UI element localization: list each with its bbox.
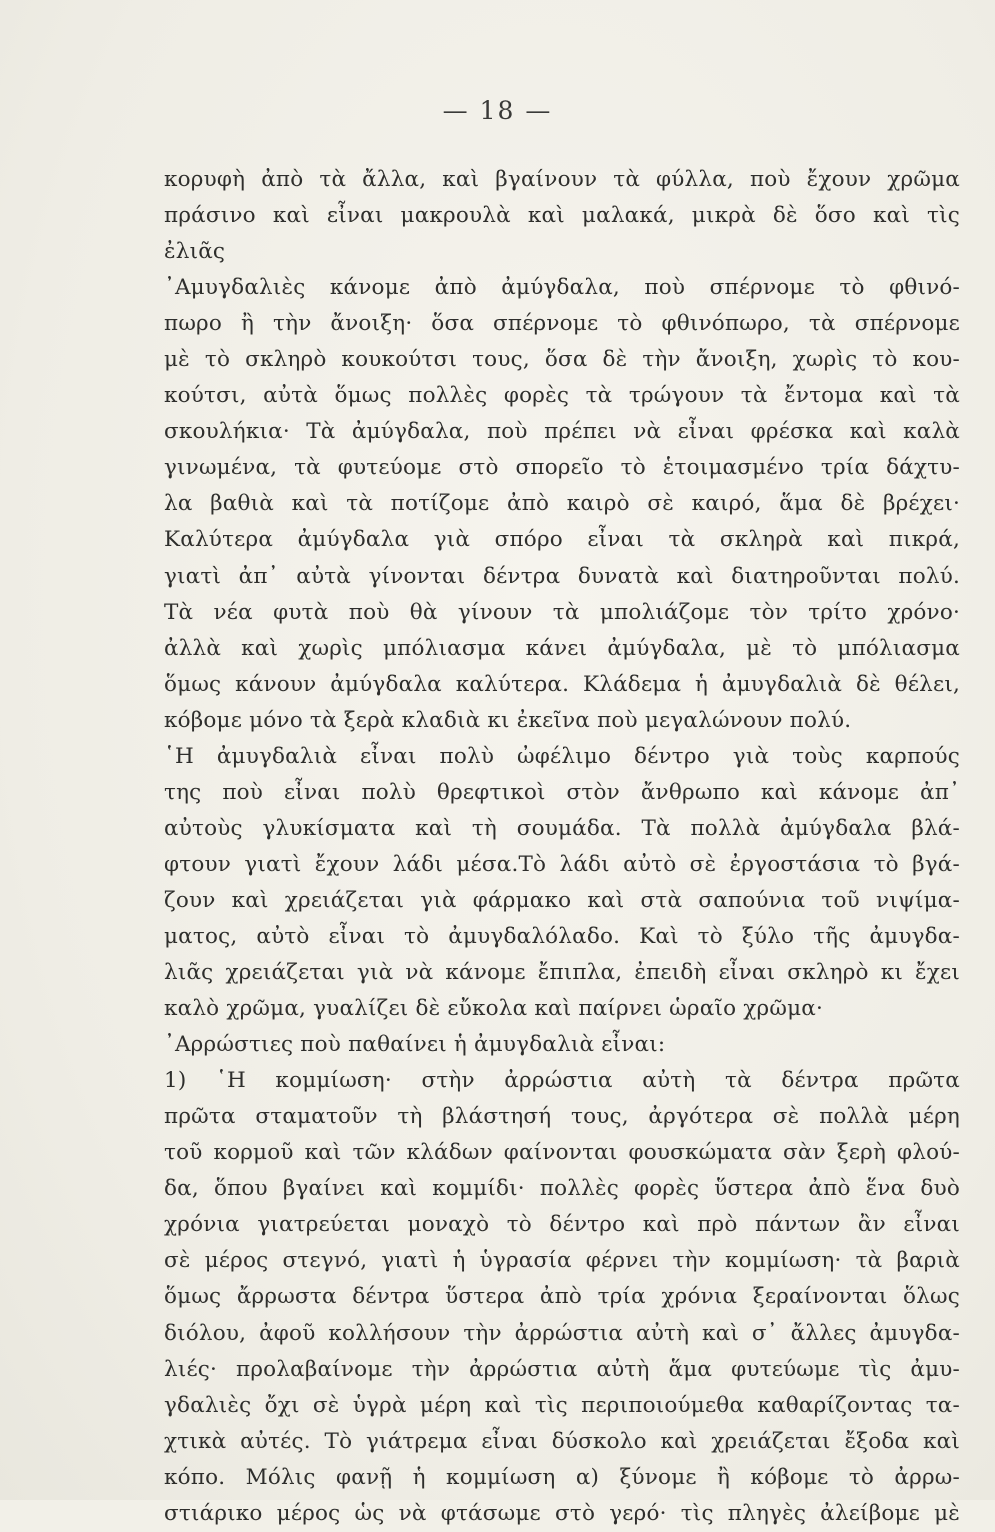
text-line: διόλου, ἀφοῦ κολλήσουν τὴν ἀρρώστια αὐτὴ καὶ σ᾿ ἄλλες ἀμυγδα- <box>164 1320 960 1346</box>
text-line: ᾿Αρρώστιες ποὺ παθαίνει ἡ ἀμυγδαλιὰ εἶναι: <box>164 1032 666 1058</box>
text-line: ματος, αὐτὸ εἶναι τὸ ἀμυγδαλόλαδο. Καὶ τὸ ξύλο τῆς ἀμυγδα- <box>164 923 960 949</box>
text-line: γινωμένα, τὰ φυτεύομε στὸ σπορεῖο τὸ ἑτοιμασμένο τρία δάχτυ- <box>164 455 960 481</box>
text-line: σὲ μέρος στεγνό, γιατὶ ἡ ὑγρασία φέρνει τὴν κομμίωση· τὰ βαριὰ <box>164 1248 960 1274</box>
text-line: χτικὰ αὐτές. Τὸ γιάτρεμα εἶναι δύσκολο καὶ χρειάζεται ἔξοδα καὶ <box>164 1428 960 1454</box>
text-line: κόβομε μόνο τὰ ξερὰ κλαδιὰ κι ἐκεῖνα ποὺ μεγαλώνουν πολύ. <box>164 707 852 733</box>
text-line: λιές· προλαβαίνομε τὴν ἀρρώστια αὐτὴ ἅμα φυτεύωμε τὶς ἀμυ- <box>164 1356 960 1382</box>
text-line: ὅμως κάνουν ἀμύγδαλα καλύτερα. Κλάδεμα ἡ ἀμυγδαλιὰ δὲ θέλει, <box>164 671 960 697</box>
text-line: ζουν καὶ χρειάζεται γιὰ φάρμακο καὶ στὰ σαπούνια τοῦ νιψίμα- <box>164 887 960 913</box>
text-line: κούτσι, αὐτὰ ὅμως πολλὲς φορὲς τὰ τρώγουν τὰ ἔντομα καὶ τὰ <box>164 383 960 409</box>
text-line: ῾Η ἀμυγδαλιὰ εἶναι πολὺ ὠφέλιμο δέντρο γιὰ τοὺς καρπούς <box>164 743 960 769</box>
text-line: δα, ὅπου βγαίνει καὶ κομμίδι· πολλὲς φορὲς ὕστερα ἀπὸ ἕνα δυὸ <box>164 1176 960 1202</box>
text-line: Τὰ νέα φυτὰ ποὺ θὰ γίνουν τὰ μπολιάζομε τὸν τρίτο χρόνο· <box>164 599 960 625</box>
text-line: γδαλιὲς ὄχι σὲ ὑγρὰ μέρη καὶ τὶς περιποιούμεθα καθαρίζοντας τα- <box>164 1392 960 1418</box>
text-line: ἀλλὰ καὶ χωρὶς μπόλιασμα κάνει ἀμύγδαλα, μὲ τὸ μπόλιασμα <box>164 635 960 661</box>
text-line: μὲ τὸ σκληρὸ κουκούτσι τους, ὅσα δὲ τὴν ἄνοιξη, χωρὶς τὸ κου- <box>164 347 960 373</box>
text-line: πράσινο καὶ εἶναι μακρουλὰ καὶ μαλακά, μικρὰ δὲ ὅσο καὶ τὶς <box>164 203 960 229</box>
text-line: κόπο. Μόλις φανῇ ἡ κομμίωση α) ξύνομε ἢ κόβομε τὸ ἀρρω- <box>164 1464 960 1490</box>
text-line: γιατὶ ἀπ᾿ αὐτὰ γίνονται δέντρα δυνατὰ καὶ διατηροῦνται πολύ. <box>164 563 960 589</box>
text-line: σκουλήκια· Τὰ ἀμύγδαλα, ποὺ πρέπει νὰ εἶναι φρέσκα καὶ καλὰ <box>164 419 960 445</box>
text-line: ᾿Αμυγδαλιὲς κάνομε ἀπὸ ἀμύγδαλα, ποὺ σπέρνομε τὸ φθινό- <box>164 275 960 301</box>
text-line: Καλύτερα ἀμύγδαλα γιὰ σπόρο εἶναι τὰ σκληρὰ καὶ πικρά, <box>164 527 960 553</box>
body-text <box>164 162 960 1532</box>
text-line: της ποὺ εἶναι πολὺ θρεφτικοὶ στὸν ἄνθρωπο καὶ κάνομε ἀπ᾿ <box>164 779 960 805</box>
text-line: τοῦ κορμοῦ καὶ τῶν κλάδων φαίνονται φουσκώματα σὰν ξερὴ φλού- <box>164 1140 960 1166</box>
text-line: φτουν γιατὶ ἔχουν λάδι μέσα.Τὸ λάδι αὐτὸ σὲ ἐργοστάσια τὸ βγά- <box>164 851 960 877</box>
text-line: κορυφὴ ἀπὸ τὰ ἄλλα, καὶ βγαίνουν τὰ φύλλα, ποὺ ἔχουν χρῶμα <box>164 167 960 192</box>
text-line: πωρο ἢ τὴν ἄνοιξη· ὅσα σπέρνομε τὸ φθινόπωρο, τὰ σπέρνομε <box>164 311 960 337</box>
text-line: αὐτοὺς γλυκίσματα καὶ τὴ σουμάδα. Τὰ πολλὰ ἀμύγδαλα βλά- <box>164 815 960 841</box>
text-line: χρόνια γιατρεύεται μοναχὸ τὸ δέντρο καὶ πρὸ πάντων ἂν εἶναι <box>164 1212 960 1238</box>
text-line: λα βαθιὰ καὶ τὰ ποτίζομε ἀπὸ καιρὸ σὲ καιρό, ἅμα δὲ βρέχει· <box>164 491 960 517</box>
text-line: πρῶτα σταματοῦν τὴ βλάστησή τους, ἀργότερα σὲ πολλὰ μέρη <box>164 1104 960 1130</box>
text-line: καλὸ χρῶμα, γυαλίζει δὲ εὔκολα καὶ παίρνει ὡραῖο χρῶμα· <box>164 996 823 1022</box>
text-line: ὅμως ἄρρωστα δέντρα ὕστερα ἀπὸ τρία χρόνια ξεραίνονται ὅλως <box>164 1284 960 1310</box>
text-line: λιᾶς χρειάζεται γιὰ νὰ κάνομε ἔπιπλα, ἐπειδὴ εἶναι σκληρὸ κι ἔχει <box>164 960 960 986</box>
text-line: 1) ῾Η κομμίωση· στὴν ἀρρώστια αὐτὴ τὰ δέντρα πρῶτα <box>164 1068 960 1094</box>
page-number: — 18 — <box>442 96 553 125</box>
text-line: ἐλιᾶς <box>164 239 226 265</box>
text-line: στιάρικο μέρος ὡς νὰ φτάσωμε στὸ γερό· τὶς πληγὲς ἀλείβομε μὲ <box>164 1500 960 1526</box>
